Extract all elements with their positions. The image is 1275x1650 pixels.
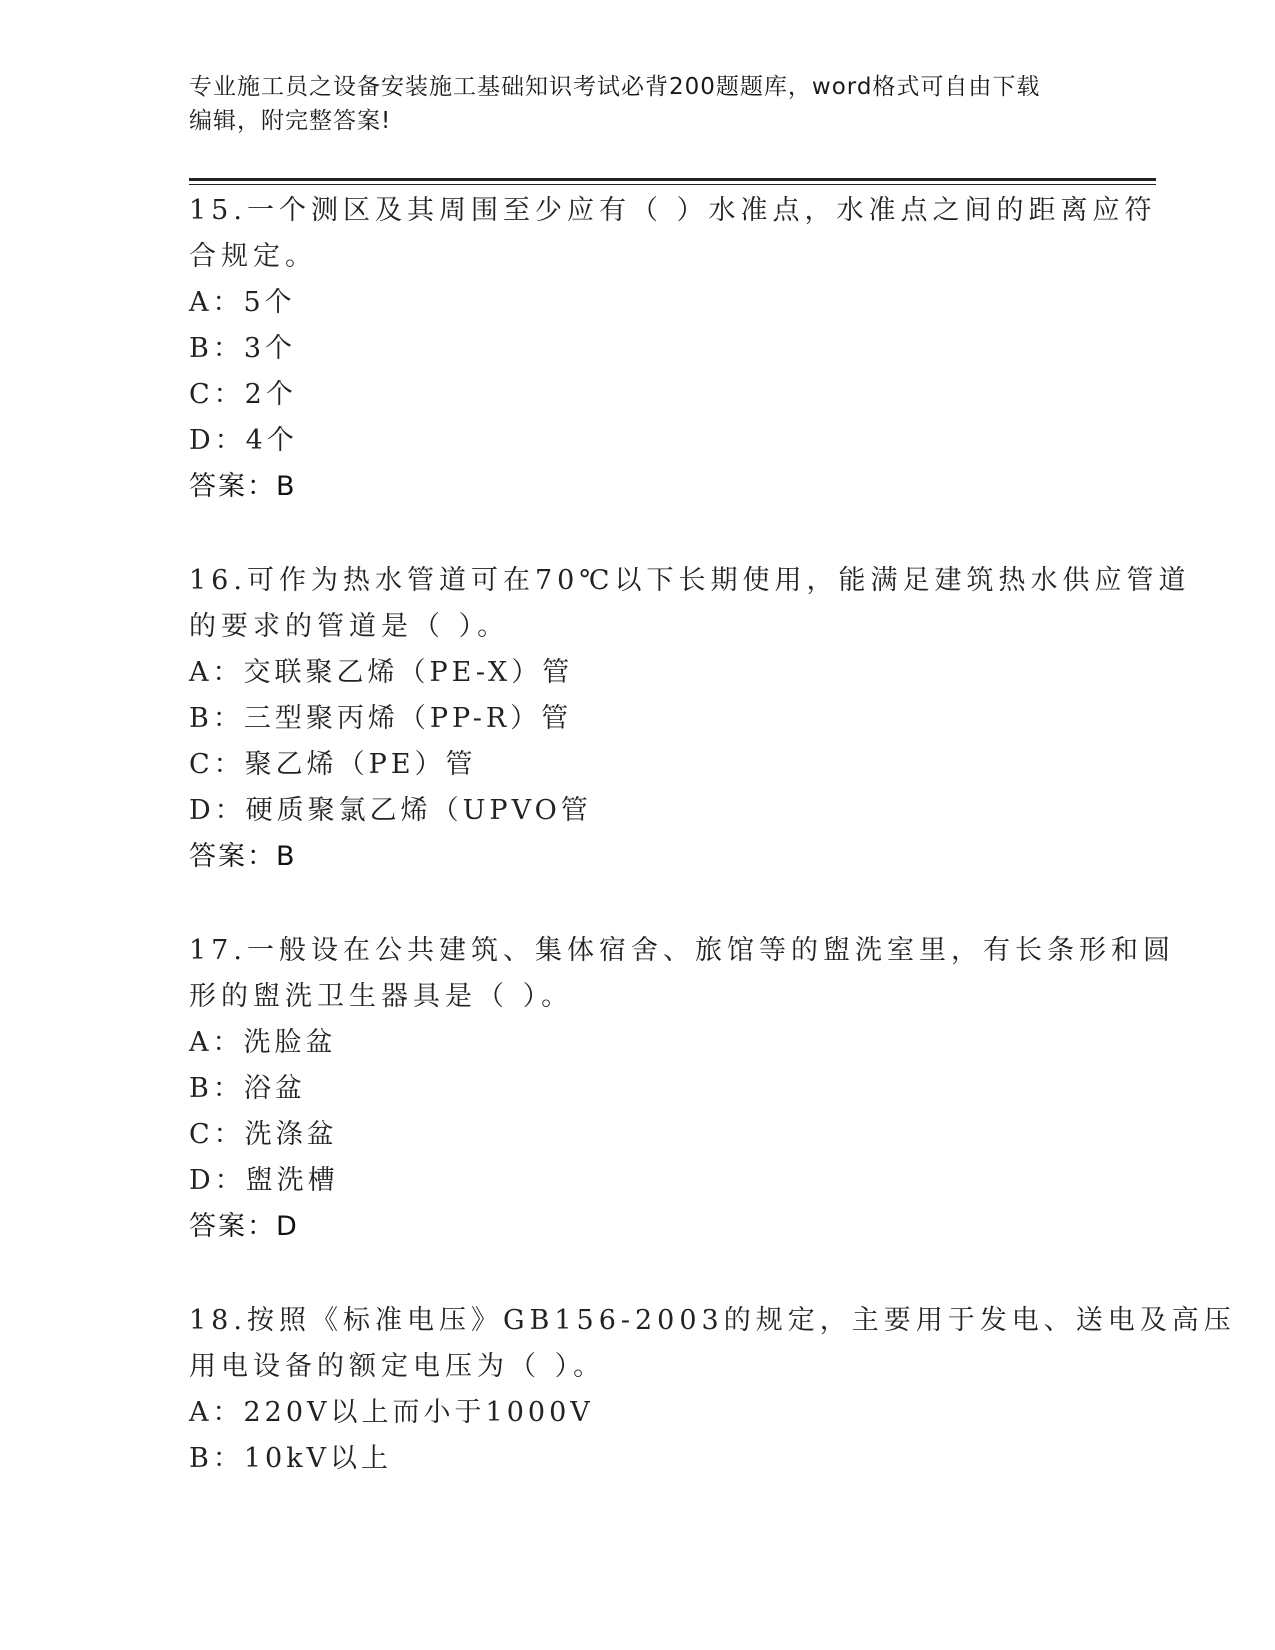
option-b: B：浴盆 [189,1073,306,1104]
document-header [189,70,1089,138]
question-stem [189,188,1157,280]
header-title-line-1: 专业施工员之设备安装施工基础知识考试必背200题题库，word格式可自由下载 [189,74,1041,100]
option-b: B：10kV以上 [189,1443,393,1474]
option-d: D：硬质聚氯乙烯（UPVO管 [189,795,592,826]
question-stem-line: 的要求的管道是（ ）。 [189,611,510,642]
question-stem-line: 17.一般设在公共建筑、集体宿舍、旅馆等的盥洗室里，有长条形和圆 [189,935,1175,966]
option-c: C：洗涤盆 [189,1119,338,1150]
question-stem-line: 15.一个测区及其周围至少应有（ ）水准点，水准点之间的距离应符 [189,195,1157,226]
answer-key: 答案：D [189,1211,299,1242]
question-stem [189,1298,1236,1390]
option-d: D：盥洗槽 [189,1165,339,1196]
question-stem-line: 用电设备的额定电压为（ ）。 [189,1351,606,1382]
question-stem-line: 18.按照《标准电压》GB156-2003的规定，主要用于发电、送电及高压 [189,1305,1236,1336]
question-stem [189,558,1191,650]
question-list [189,188,1236,1530]
question-16 [189,558,1191,880]
question-18 [189,1298,1236,1482]
question-17 [189,928,1175,1250]
question-stem [189,928,1175,1020]
option-a: A：洗脸盆 [189,1027,337,1058]
question-stem-line: 形的盥洗卫生器具是（ ）。 [189,981,574,1012]
answer-key: 答案：B [189,841,297,872]
question-15 [189,188,1157,510]
option-b: B：3个 [189,333,297,364]
header-title-line-2: 编辑，附完整答案! [189,108,392,134]
header-divider-thick [189,178,1156,181]
option-a: A：5个 [189,287,296,318]
option-a: A：220V以上而小于1000V [189,1397,594,1428]
header-divider-thin [189,184,1156,185]
option-a: A：交联聚乙烯（PE-X）管 [189,657,574,688]
option-d: D：4个 [189,425,298,456]
option-c: C：聚乙烯（PE）管 [189,749,477,780]
question-stem-line: 16.可作为热水管道可在70℃以下长期使用，能满足建筑热水供应管道 [189,565,1191,596]
question-stem-line: 合规定。 [189,241,317,272]
option-b: B：三型聚丙烯（PP-R）管 [189,703,573,734]
option-c: C：2个 [189,379,297,410]
answer-key: 答案：B [189,471,297,502]
